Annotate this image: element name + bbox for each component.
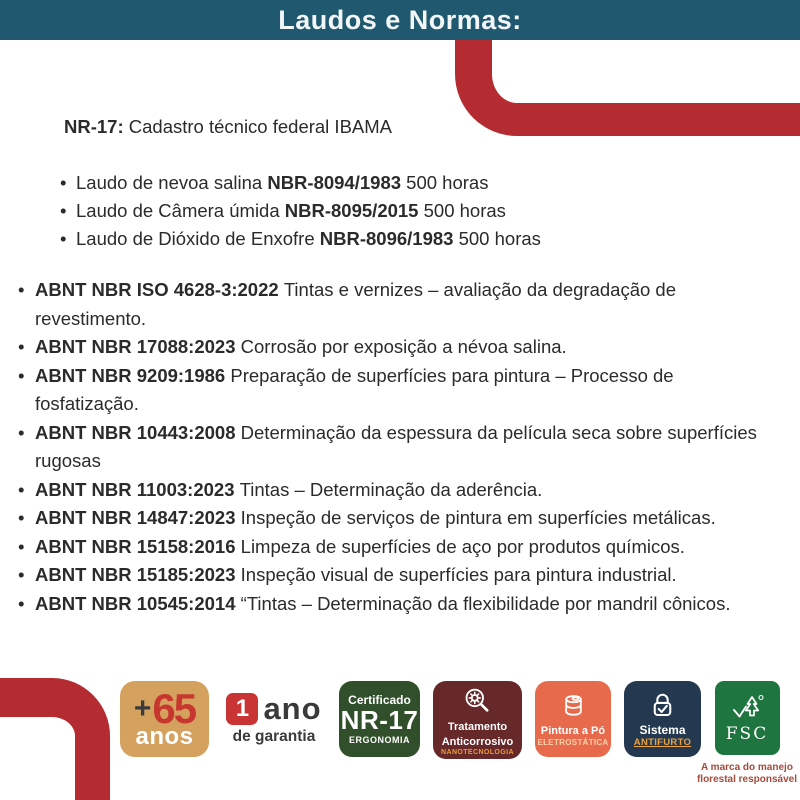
certification-badges-row: [120, 681, 798, 786]
badge-nr17: [339, 681, 420, 757]
badge-garantia-sub: de garantia: [232, 727, 316, 745]
laudo-code: NBR-8095/2015: [284, 200, 419, 221]
badge-antifurto-line1: Sistema: [639, 723, 686, 737]
badge-nr17-big: NR-17: [340, 705, 419, 736]
plus-sign: +: [133, 691, 152, 725]
norma-code: ABNT NBR ISO 4628-3:2022: [35, 279, 284, 300]
badge-pintura-po: [535, 681, 611, 757]
norma-code: ABNT NBR 15158:2016: [35, 535, 241, 557]
list-item: [18, 533, 780, 562]
intro-line: [64, 116, 392, 138]
badge-nr17-sub: ERGONOMIA: [348, 734, 410, 745]
list-item: [60, 225, 541, 253]
norma-text: Inspeção de serviços de pintura em superfícies metálicas.: [240, 507, 716, 528]
norma-text: “Tintas – Determinação da flexibilidade por mandril cônicos.: [240, 592, 731, 614]
badge-fsc-label: FSC: [725, 723, 769, 744]
laudo-hours: 500 horas: [453, 228, 541, 249]
padlock-check-icon: [647, 690, 678, 721]
badge-antifurto-sub: ANTIFURTO: [633, 737, 692, 748]
norma-code: ABNT NBR 10545:2014: [35, 592, 241, 614]
norma-text: Inspeção visual de superfícies para pintura industrial.: [240, 564, 677, 585]
list-item: [18, 476, 780, 505]
badge-pintura-sub: ELETROSTÁTICA: [537, 738, 609, 747]
badge-garantia-top: [226, 693, 321, 725]
norma-text: Determinação da espessura da película seca sobre superfícies rugosas: [35, 421, 757, 471]
badge-garantia-big: ano: [263, 691, 322, 726]
badge-nr17-top: Certificado: [348, 693, 411, 708]
laudo-code: NBR-8096/1983: [319, 228, 454, 249]
laudo-text: Laudo de Dióxido de Enxofre: [76, 228, 320, 249]
list-item: [18, 590, 780, 619]
laudos-list: [60, 169, 541, 253]
list-item: [18, 561, 780, 590]
laudo-hours: 500 horas: [401, 172, 489, 193]
badge-fsc-wrap: [696, 681, 798, 786]
gear-magnifier-icon: [461, 686, 494, 719]
laudo-hours: 500 horas: [418, 200, 506, 221]
badge-65-number: 65: [152, 684, 196, 732]
page-title: Laudos e Normas:: [278, 4, 522, 35]
fsc-tagline: A marca do manejo florestal responsável: [696, 762, 798, 785]
fsc-tree-icon: [729, 693, 765, 723]
red-ribbon-top-right: [455, 40, 800, 136]
list-item: [60, 197, 541, 225]
red-ribbon-bottom-left: [0, 678, 110, 800]
norma-code: ABNT NBR 15185:2023: [35, 564, 241, 585]
norma-code: ABNT NBR 14847:2023: [35, 507, 241, 528]
list-item: [18, 333, 780, 362]
list-item: [18, 362, 780, 419]
list-item: [18, 504, 780, 533]
badge-pintura-line1: Pintura a Pó: [540, 725, 606, 737]
norma-code: ABNT NBR 9209:1986: [35, 364, 231, 386]
laudo-text: Laudo de Câmera úmida: [76, 200, 285, 221]
norma-code: ABNT NBR 10443:2008: [35, 421, 241, 443]
badge-65-anos: [120, 681, 209, 757]
norma-text: Preparação de superfícies para pintura – Processo de fosfatização.: [35, 364, 674, 414]
laudo-text: Laudo de nevoa salina: [76, 172, 268, 193]
paint-bucket-icon: [558, 691, 589, 722]
norma-code: ABNT NBR 11003:2023: [35, 478, 240, 500]
norma-text: Tintas e vernizes – avaliação da degradação de revestimento.: [35, 279, 676, 329]
norma-text: Limpeza de superfícies de aço por produtos químicos.: [240, 535, 685, 557]
list-item: [18, 276, 780, 333]
list-item: [60, 169, 541, 197]
intro-text: Cadastro técnico federal IBAMA: [128, 116, 393, 137]
header-bar: [0, 0, 800, 40]
badge-garantia-number: 1: [226, 693, 258, 725]
badge-fsc: [715, 681, 780, 755]
badge-anticorrosivo-line1: Tratamento: [447, 720, 508, 733]
list-item: [18, 419, 780, 476]
badge-anticorrosivo-line2: Anticorrosivo: [441, 735, 514, 748]
badge-65-label: anos: [135, 722, 194, 750]
badge-anticorrosivo-sub: NANOTECNOLOGIA: [441, 749, 514, 757]
badge-anticorrosivo: [433, 681, 522, 759]
laudo-code: NBR-8094/1983: [267, 172, 402, 193]
intro-label: NR-17:: [64, 116, 129, 137]
norma-code: ABNT NBR 17088:2023: [35, 336, 241, 357]
norma-text: Corrosão por exposição a névoa salina.: [240, 336, 567, 357]
normas-list: [18, 276, 780, 618]
badge-antifurto: [624, 681, 701, 757]
badge-garantia: [222, 681, 326, 757]
norma-text: Tintas – Determinação da aderência.: [239, 478, 543, 500]
